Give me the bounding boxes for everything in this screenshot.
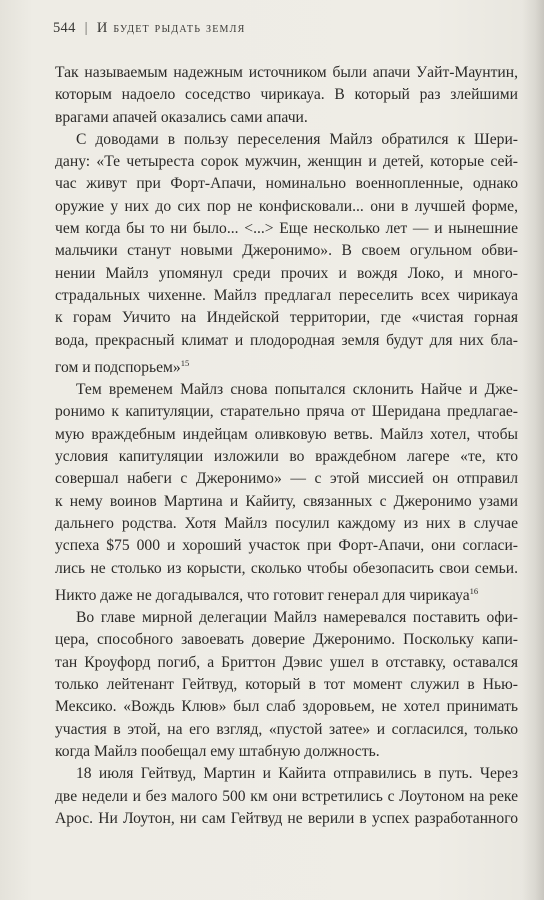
text-line-content: Никто даже не догадывался, что готовит генерал для чирикауа bbox=[55, 586, 470, 604]
page-number: 544 bbox=[53, 20, 76, 36]
text-line: час живут при Форт-Апачи, номинально военнопленные, однако bbox=[55, 175, 518, 193]
text-line: совершал набеги с Джеронимо» — с этой миссией он отправил bbox=[55, 470, 518, 488]
text-line: успеха $75 000 и хороший участок при Форт-Апачи, они согласи- bbox=[55, 537, 518, 555]
text-line: оружие у них до сих пор не конфисковали... они в лучшей форме, bbox=[55, 197, 518, 215]
text-line: только лейтенант Гейтвуд, который в тот момент служил в Нью- bbox=[55, 676, 518, 694]
text-line: Тем временем Майлз снова попытался склонить Найче и Дже- bbox=[76, 381, 518, 399]
paragraph bbox=[55, 379, 518, 607]
footnote-ref[interactable]: 15 bbox=[180, 357, 190, 368]
text-line: мальчики станут новыми Джеронимо». В своем огульном обви- bbox=[55, 242, 518, 260]
text-line: две недели и без малого 500 км они встретились с Лоутоном на реке bbox=[55, 787, 518, 805]
text-line: страдальных чихенне. Майлз предлагал переселить всех чирикауа bbox=[55, 286, 518, 304]
text-line: условия капитуляции изложили во враждебном лагере «те, кто bbox=[55, 448, 518, 466]
text-line: С доводами в пользу переселения Майлз обратился к Шери- bbox=[76, 130, 518, 148]
text-line: Арос. Ни Лоутон, ни сам Гейтвуд не верили в успех разработанного bbox=[55, 809, 518, 827]
paragraph bbox=[55, 763, 518, 830]
text-line: дальнего родства. Хотя Майлз посулил каждому из них в случае bbox=[55, 514, 518, 532]
text-line: которым надоело соседство чирикауа. В который раз злейшими bbox=[55, 86, 518, 104]
page-gutter-shadow bbox=[522, 0, 544, 900]
text-line: когда Майлз пообещал ему штабную должность. bbox=[55, 742, 380, 760]
text-line: к нему воинов Мартина и Кайиту, связанных с Джеронимо узами bbox=[55, 492, 518, 510]
paragraph bbox=[55, 129, 518, 379]
paragraph bbox=[55, 607, 518, 763]
text-line bbox=[55, 580, 518, 607]
footnote-ref[interactable]: 16 bbox=[469, 585, 479, 596]
text-line: Так называемым надежным источником были апачи Уайт-Маунтин, bbox=[55, 64, 518, 81]
text-line: 18 июля Гейтвуд, Мартин и Кайита отправились в путь. Через bbox=[76, 765, 518, 783]
text-line: Мексико. «Вождь Клюв» был слаб здоровьем, не хотел принимать bbox=[55, 698, 518, 716]
text-line: тан Кроуфорд погиб, а Бриттон Дэвис ушел в отставку, оставался bbox=[55, 653, 518, 671]
text-line: дану: «Те четыреста сорок мужчин, женщин и детей, которые сей- bbox=[55, 153, 518, 171]
paragraph bbox=[55, 62, 518, 129]
text-line: нении Майлз упомянул среди прочих и вождя Локо, и много- bbox=[55, 264, 518, 282]
text-line: цера, способного завоевать доверие Джеронимо. Поскольку капи- bbox=[55, 631, 518, 649]
book-title: И будет рыдать земля bbox=[96, 20, 246, 36]
running-header bbox=[53, 20, 245, 37]
text-line bbox=[55, 352, 518, 379]
text-line: врагами апачей оказались сами апачи. bbox=[55, 108, 308, 126]
text-line: ронимо к капитуляции, старательно пряча от Шеридана предлагае- bbox=[55, 403, 518, 421]
header-separator: | bbox=[84, 20, 88, 36]
text-line: Во главе мирной делегации Майлз намеревался поставить офи- bbox=[76, 609, 518, 627]
text-line: мую враждебным индейцам оливковую ветвь. Майлз хотел, чтобы bbox=[55, 425, 518, 443]
text-line: вода, прекрасный климат и плодородная земля будут для них бла- bbox=[55, 331, 518, 349]
body-text bbox=[55, 62, 518, 830]
text-line: чем когда бы то ни было... <...> Еще несколько лет — и нынешние bbox=[55, 220, 518, 238]
text-line: к горам Уичито на Индейской территории, где «чистая горная bbox=[55, 309, 518, 327]
text-line: участия в этой, на его взгляд, «пустой затее» и согласился, только bbox=[55, 720, 518, 738]
text-line: лись не столько из корысти, сколько чтобы обезопасить свои семьи. bbox=[55, 559, 518, 577]
text-line-content: гом и подспорьем» bbox=[55, 358, 181, 376]
